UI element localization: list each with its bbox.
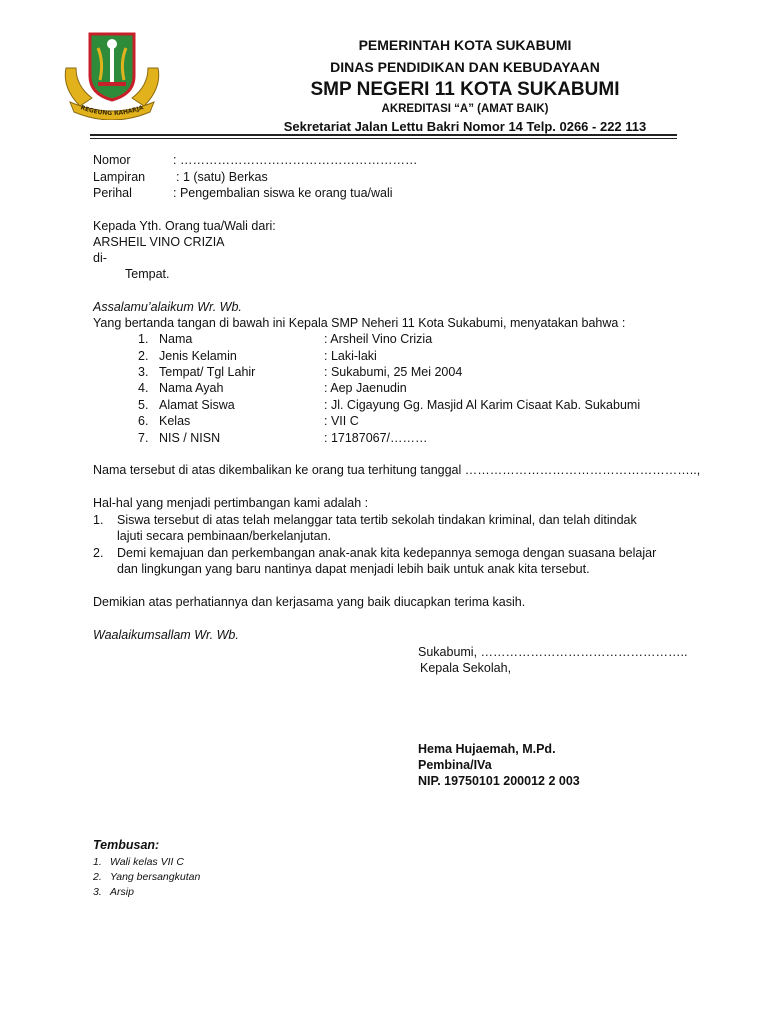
detail-label: Kelas [159,414,191,428]
consideration-text-line2: dan lingkungan yang baru nantinya dapat menjadi lebih baik untuk anak kita tersebut. [117,562,590,576]
detail-label: Alamat Siswa [159,398,235,412]
letterhead-rule-thick [90,134,677,136]
detail-value: : Arsheil Vino Crizia [324,332,433,346]
detail-number: 7. [138,431,149,445]
nomor-value: : ………………………………………………… [173,153,418,167]
detail-number: 6. [138,414,149,428]
opening-greeting: Assalamu’alaikum Wr. Wb. [93,300,242,314]
recipient-intro: Kepada Yth. Orang tua/Wali dari: [93,219,276,233]
closing-statement: Demikian atas perhatiannya dan kerjasama yang baik diucapkan terima kasih. [93,595,526,609]
perihal-label: Perihal [93,186,132,200]
tembusan-text: Yang bersangkutan [110,871,201,883]
signature-title: Kepala Sekolah, [420,661,512,675]
detail-number: 4. [138,381,149,395]
letterhead-accreditation: AKREDITASI “A” (AMAT BAIK) [381,103,549,115]
signatory-rank: Pembina/IVa [418,758,492,772]
signatory-name: Hema Hujaemah, M.Pd. [418,742,556,756]
tembusan-title: Tembusan: [93,838,160,852]
consideration-text-line1: Siswa tersebut di atas telah melanggar tata tertib sekolah tindakan kriminal, dan telah ditindak [117,513,637,527]
lampiran-value: : 1 (satu) Berkas [176,170,268,184]
letterhead-school-name: SMP NEGERI 11 KOTA SUKABUMI [310,79,620,100]
detail-value: : Laki-laki [324,349,377,363]
letterhead-rule-thin [90,138,677,139]
closing-greeting: Waalaikumsallam Wr. Wb. [93,628,239,642]
recipient-name: ARSHEIL VINO CRIZIA [93,235,225,249]
tembusan-number: 1. [93,856,102,868]
detail-value: : Sukabumi, 25 Mei 2004 [324,365,463,379]
signature-place-date: Sukabumi, ………………………………………….. [418,645,688,659]
detail-number: 5. [138,398,149,412]
consideration-number: 1. [93,513,104,527]
logo-motto: REGEUNG RAHARJA [79,104,145,118]
recipient-di: di- [93,251,107,265]
letterhead-government: PEMERINTAH KOTA SUKABUMI [358,37,572,53]
intro-statement: Yang bertanda tangan di bawah ini Kepala SMP Neheri 11 Kota Sukabumi, menyatakan bahwa : [93,316,626,330]
letterhead-address: Sekretariat Jalan Lettu Bakri Nomor 14 Telp. 0266 - 222 113 [283,119,647,134]
detail-value: : Aep Jaenudin [324,381,407,395]
detail-value: : VII C [324,414,359,428]
detail-label: Nama Ayah [159,381,224,395]
lampiran-label: Lampiran [93,170,146,184]
tembusan-number: 3. [93,886,102,898]
nomor-label: Nomor [93,153,131,167]
signatory-nip: NIP. 19750101 200012 2 003 [418,774,580,788]
detail-number: 2. [138,349,149,363]
detail-label: Nama [159,332,193,346]
tembusan-text: Arsip [110,886,134,898]
considerations-intro: Hal-hal yang menjadi pertimbangan kami adalah : [93,496,369,510]
tembusan-number: 2. [93,871,102,883]
detail-number: 1. [138,332,149,346]
detail-label: Jenis Kelamin [159,349,237,363]
tembusan-text: Wali kelas VII C [110,856,184,868]
city-emblem-logo [62,28,162,120]
detail-value: : Jl. Cigayung Gg. Masjid Al Karim Cisaat Kab. Sukabumi [324,398,641,412]
detail-label: NIS / NISN [159,431,221,445]
recipient-place: Tempat. [125,267,170,281]
detail-label: Tempat/ Tgl Lahir [159,365,256,379]
returned-statement: Nama tersebut di atas dikembalikan ke orang tua terhitung tanggal ……………………………………………….., [93,463,701,477]
consideration-text-line2: lajuti secara pembinaan/berkelanjutan. [117,529,332,543]
consideration-text-line1: Demi kemajuan dan perkembangan anak-anak kita kedepannya semoga dengan suasana belajar [117,546,657,560]
perihal-value: : Pengembalian siswa ke orang tua/wali [173,186,393,200]
consideration-number: 2. [93,546,104,560]
detail-value: : 17187067/……… [324,431,428,445]
letterhead-department: DINAS PENDIDIKAN DAN KEBUDAYAAN [330,59,600,75]
detail-number: 3. [138,365,149,379]
